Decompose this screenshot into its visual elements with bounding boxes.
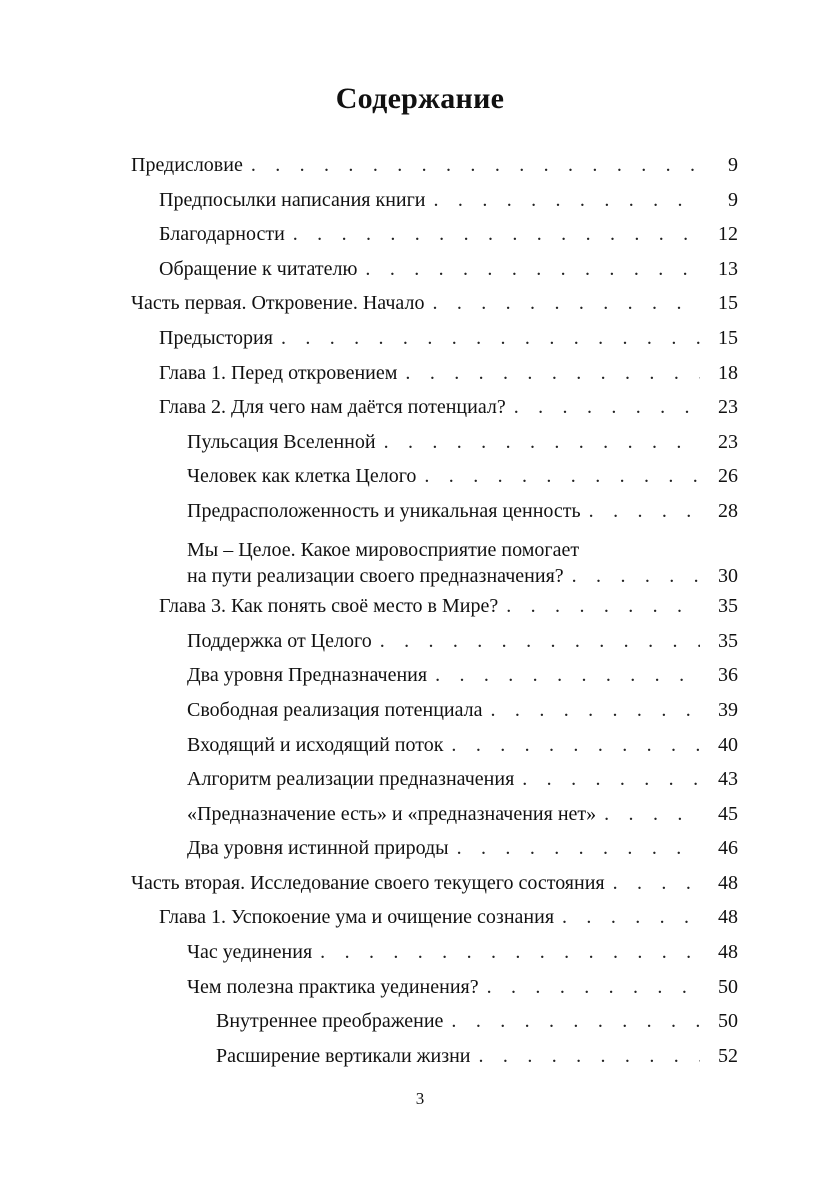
toc-entry[interactable] xyxy=(131,970,738,1005)
dot-leader xyxy=(604,797,700,832)
dot-leader xyxy=(589,494,700,529)
toc-entry-title: Часть первая. Откровение. Начало xyxy=(131,292,425,315)
dot-leader xyxy=(451,728,700,763)
dot-leader xyxy=(380,624,700,659)
toc-entry-title: Предыстория xyxy=(159,326,273,349)
toc-entry-page: 35 xyxy=(718,595,738,618)
dot-leader xyxy=(506,589,700,624)
dot-leader xyxy=(491,693,700,728)
toc-entry[interactable] xyxy=(131,900,738,935)
toc-entry[interactable] xyxy=(131,529,738,590)
toc-entry-title: Расширение вертикали жизни xyxy=(216,1044,471,1067)
toc-entry-title: Алгоритм реализации предназначения xyxy=(187,768,515,791)
toc-entry[interactable] xyxy=(131,252,738,287)
dot-leader xyxy=(432,286,700,321)
page-number: 3 xyxy=(415,1089,425,1108)
toc-entry-title: Благодарности xyxy=(159,223,285,246)
toc-entry[interactable] xyxy=(131,935,738,970)
toc-entry-title: Чем полезна практика уединения? xyxy=(187,975,479,998)
dot-leader xyxy=(434,183,700,218)
toc-entry[interactable] xyxy=(131,797,738,832)
toc-entry-page: 15 xyxy=(718,326,738,349)
toc-entry-page: 50 xyxy=(718,975,738,998)
dot-leader xyxy=(384,425,700,460)
dot-leader xyxy=(320,935,700,970)
toc-entry-page: 50 xyxy=(718,1010,738,1033)
toc-entry[interactable] xyxy=(131,658,738,693)
toc-entry-page: 23 xyxy=(718,430,738,453)
toc-entry-page: 48 xyxy=(718,941,738,964)
toc-entry-title: Внутреннее преображение xyxy=(216,1010,444,1033)
dot-leader xyxy=(479,1039,700,1074)
toc-entry-page: 52 xyxy=(718,1044,738,1067)
toc-entry-title: Пульсация Вселенной xyxy=(187,430,376,453)
toc-entry-page: 35 xyxy=(718,629,738,652)
toc-entry-page: 30 xyxy=(718,564,738,587)
dot-leader xyxy=(365,252,700,287)
toc-entry-title: Два уровня истинной природы xyxy=(187,837,449,860)
dot-leader xyxy=(435,658,700,693)
toc-entry[interactable] xyxy=(131,390,738,425)
toc-entry-title: Глава 1. Перед откровением xyxy=(159,361,398,384)
toc-entry-title: Поддержка от Целого xyxy=(187,629,372,652)
toc-entry-page: 46 xyxy=(718,837,738,860)
toc-entry-page: 48 xyxy=(718,871,738,894)
toc-entry-title: Свободная реализация потенциала xyxy=(187,698,483,721)
toc-entry[interactable] xyxy=(131,589,738,624)
dot-leader xyxy=(487,970,700,1005)
toc-entry-title: Часть вторая. Исследование своего текущего состояния xyxy=(131,871,605,894)
toc-entry-title: Час уединения xyxy=(187,941,313,964)
toc-entry[interactable] xyxy=(131,356,738,391)
toc-entry[interactable] xyxy=(131,831,738,866)
dot-leader xyxy=(293,217,700,252)
toc-entry-title: Предпосылки написания книги xyxy=(159,188,426,211)
toc-entry-page: 23 xyxy=(718,396,738,419)
toc-entry-title-line: Мы – Целое. Какое мировосприятие помогает xyxy=(187,538,580,561)
toc-entry-page: 15 xyxy=(718,292,738,315)
dot-leader xyxy=(613,866,700,901)
toc-entry-title: Глава 3. Как понять своё место в Мире? xyxy=(159,595,499,618)
toc-entry-title: на пути реализации своего предназначения? xyxy=(187,564,564,587)
toc-entry-page: 43 xyxy=(718,768,738,791)
toc-entry[interactable] xyxy=(131,624,738,659)
toc-entry-page: 48 xyxy=(718,906,738,929)
toc-entry-title: Входящий и исходящий поток xyxy=(187,733,444,756)
toc-entry-page: 12 xyxy=(718,223,738,246)
dot-leader xyxy=(251,148,700,183)
toc-entry[interactable] xyxy=(131,1004,738,1039)
toc-entry[interactable] xyxy=(131,693,738,728)
toc-entry-title: Обращение к читателю xyxy=(159,257,358,280)
dot-leader xyxy=(562,900,700,935)
dot-leader xyxy=(522,762,700,797)
dot-leader xyxy=(451,1004,700,1039)
toc-entry-title: Человек как клетка Целого xyxy=(187,465,417,488)
dot-leader xyxy=(457,831,700,866)
toc-entry-page: 45 xyxy=(718,802,738,825)
toc-entry-page: 13 xyxy=(718,257,738,280)
toc-entry[interactable] xyxy=(131,286,738,321)
toc-entry-page: 40 xyxy=(718,733,738,756)
toc-entry[interactable] xyxy=(131,459,738,494)
toc-entry-page: 26 xyxy=(718,465,738,488)
toc-entry[interactable] xyxy=(131,1039,738,1074)
toc-entry-page: 9 xyxy=(728,188,738,211)
toc-entry[interactable] xyxy=(131,866,738,901)
toc-entry-page: 18 xyxy=(718,361,738,384)
toc-entry-title: Предисловие xyxy=(131,154,243,176)
toc-entry[interactable] xyxy=(131,148,738,183)
toc-entry-page: 28 xyxy=(718,499,738,522)
toc-entry-title: Глава 1. Успокоение ума и очищение сознания xyxy=(159,906,555,929)
toc-entry-title: Предрасположенность и уникальная ценность xyxy=(187,499,581,522)
toc-entry[interactable] xyxy=(131,217,738,252)
toc-entry-title: «Предназначение есть» и «предназначения нет» xyxy=(187,802,597,825)
toc-entry-page: 39 xyxy=(718,698,738,721)
dot-leader xyxy=(281,321,700,356)
dot-leader xyxy=(572,563,700,589)
toc-entry-title: Глава 2. Для чего нам даётся потенциал? xyxy=(159,396,506,419)
toc-entry[interactable] xyxy=(131,762,738,797)
table-of-contents xyxy=(131,148,738,1073)
dot-leader xyxy=(405,356,700,391)
toc-entry[interactable] xyxy=(131,321,738,356)
dot-leader xyxy=(514,390,700,425)
toc-entry-page: 9 xyxy=(728,154,738,176)
toc-entry[interactable] xyxy=(131,183,738,218)
dot-leader xyxy=(424,459,700,494)
toc-entry[interactable] xyxy=(131,494,738,529)
toc-entry[interactable] xyxy=(131,425,738,460)
toc-entry[interactable] xyxy=(131,728,738,763)
toc-entry-page: 36 xyxy=(718,664,738,687)
page-title: Содержание xyxy=(335,82,505,115)
toc-entry-title: Два уровня Предназначения xyxy=(187,664,428,687)
